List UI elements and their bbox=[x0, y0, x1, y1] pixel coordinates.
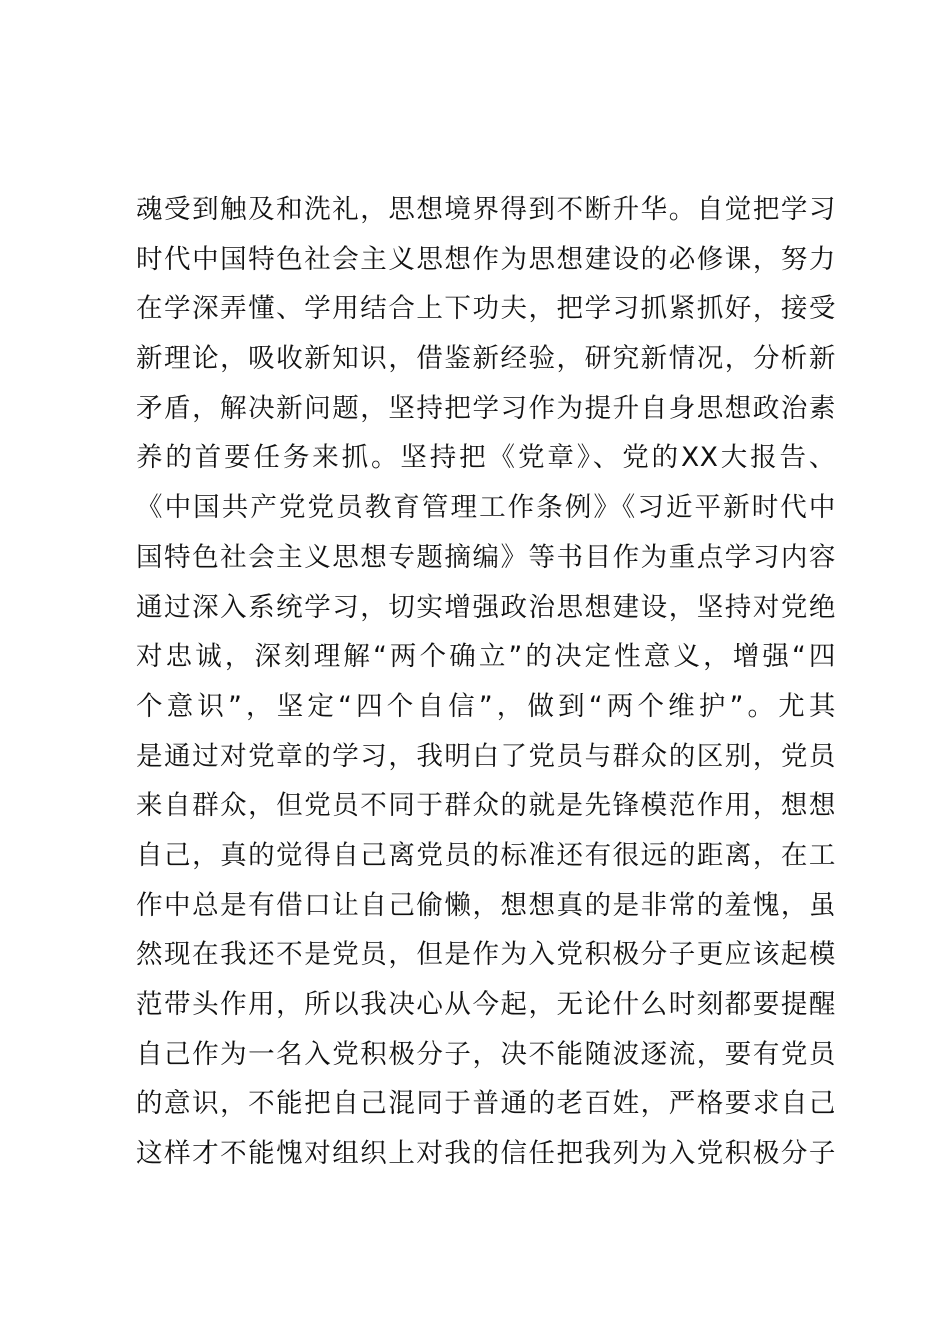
body-text bbox=[136, 185, 836, 1179]
text-line: 矛盾，解决新问题，坚持把学习作为提升自身思想政治素 bbox=[136, 392, 836, 424]
text-line: 个意识”，坚定“四个自信”，做到“两个维护”。尤其 bbox=[136, 690, 836, 722]
text-line: 通过深入系统学习，切实增强政治思想建设，坚持对党绝 bbox=[136, 591, 836, 623]
text-line: 然现在我还不是党员，但是作为入党积极分子更应该起模 bbox=[136, 939, 836, 971]
text-line: 在学深弄懂、学用结合上下功夫，把学习抓紧抓好，接受 bbox=[136, 293, 836, 325]
text-line: 的意识，不能把自己混同于普通的老百姓，严格要求自己 bbox=[136, 1088, 836, 1120]
text-line: 时代中国特色社会主义思想作为思想建设的必修课，努力 bbox=[136, 243, 836, 275]
text-line: 范带头作用，所以我决心从今起，无论什么时刻都要提醒 bbox=[136, 989, 836, 1020]
text-line: 自己，真的觉得自己离党员的标准还有很远的距离，在工 bbox=[136, 839, 836, 871]
text-line: 来自群众，但党员不同于群众的就是先锋模范作用，想想 bbox=[136, 790, 836, 822]
text-line: 作中总是有借口让自己偷懒，想想真的是非常的羞愧，虽 bbox=[136, 889, 836, 921]
text-line: 自己作为一名入党积极分子，决不能随波逐流，要有党员 bbox=[136, 1038, 836, 1070]
text-line: 魂受到触及和洗礼，思想境界得到不断升华。自觉把学习 bbox=[136, 194, 836, 225]
text-line: 国特色社会主义思想专题摘编》等书目作为重点学习内容 bbox=[136, 541, 836, 573]
text-line: 是通过对党章的学习，我明白了党员与群众的区别，党员 bbox=[136, 740, 836, 772]
text-line: 对忠诚，深刻理解“两个确立”的决定性意义，增强“四 bbox=[136, 641, 836, 673]
text-line: 《中国共产党党员教育管理工作条例》《习近平新时代中 bbox=[136, 492, 836, 524]
text-line: 新理论，吸收新知识，借鉴新经验，研究新情况，分析新 bbox=[136, 343, 836, 375]
text-line: 养的首要任务来抓。坚持把《党章》、党的XX大报告、 bbox=[136, 442, 836, 474]
text-line: 这样才不能愧对组织上对我的信任把我列为入党积极分子 bbox=[136, 1138, 836, 1170]
